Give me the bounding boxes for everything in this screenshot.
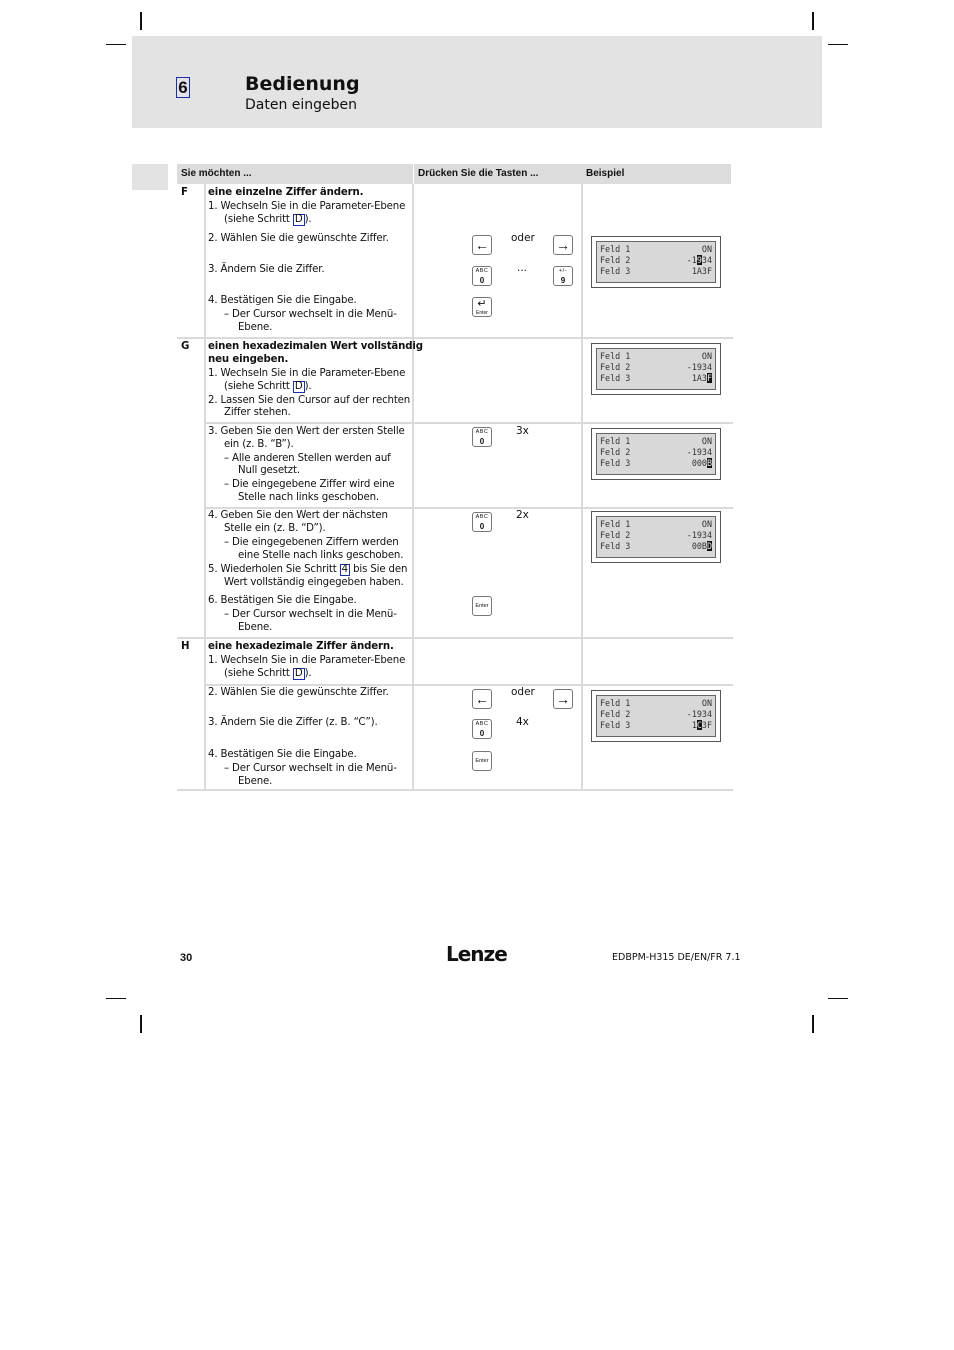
- step-text: 6. Bestätigen Sie die Eingabe.: [208, 595, 357, 606]
- crop-mark: [812, 1015, 814, 1033]
- oder-label: oder: [511, 232, 535, 244]
- repeat-count: 3x: [516, 425, 529, 437]
- document-code: EDBPM-H315 DE/EN/FR 7.1: [612, 952, 741, 963]
- crop-mark: [828, 998, 848, 999]
- lcd-cursor: 9: [696, 255, 702, 265]
- step-reference-link[interactable]: D: [294, 214, 303, 225]
- step-text: 3. Ändern Sie die Ziffer.: [208, 264, 325, 275]
- crop-mark: [140, 1015, 142, 1033]
- crop-mark: [140, 12, 142, 30]
- crop-mark: [106, 44, 126, 45]
- step-text: Wert vollständig eingegeben haben.: [224, 577, 404, 588]
- step-text: Ebene.: [238, 622, 273, 633]
- step-text: – Der Cursor wechselt in die Menü-: [224, 609, 397, 620]
- left-arrow-key: ←: [472, 235, 492, 255]
- step-text: – Alle anderen Stellen werden auf: [224, 453, 391, 464]
- lcd-display: Feld 1 ON Feld 2 -1934 Feld 3 00BD: [591, 511, 721, 563]
- chapter-header: [132, 36, 822, 128]
- step-reference-link[interactable]: 4: [341, 564, 348, 575]
- step-text: 1. Wechseln Sie in die Parameter-Ebene: [208, 201, 406, 212]
- lcd-display: Feld 1 ON Feld 2 -1934 Feld 3 1A3F: [591, 236, 721, 288]
- table-divider: [205, 422, 733, 424]
- right-arrow-key: →: [553, 689, 573, 709]
- repeat-count: 2x: [516, 509, 529, 521]
- step-text: – Der Cursor wechselt in die Menü-: [224, 763, 397, 774]
- step-text: 1. Wechseln Sie in die Parameter-Ebene: [208, 655, 406, 666]
- section-title: eine hexadezimale Ziffer ändern.: [208, 641, 394, 652]
- step-text: – Die eingegebenen Ziffern werden: [224, 537, 399, 548]
- table-header-col1: Sie möchten ...: [177, 164, 413, 184]
- lcd-cursor: B: [706, 458, 712, 468]
- lcd-display: Feld 1 ON Feld 2 -1934 Feld 3 1C3F: [591, 690, 721, 742]
- step-text: (siehe Schritt D ).: [224, 214, 312, 225]
- chapter-number[interactable]: 6: [176, 77, 190, 98]
- step-text: Ebene.: [238, 322, 273, 333]
- page-number: 30: [180, 952, 193, 964]
- step-text: 2. Wählen Sie die gewünschte Ziffer.: [208, 233, 389, 244]
- step-text: Stelle nach links geschoben.: [238, 492, 380, 503]
- abc-zero-key: ABC 0: [472, 266, 492, 286]
- step-text: Ziffer stehen.: [224, 407, 291, 418]
- abc-zero-key: ABC 0: [472, 719, 492, 739]
- crop-mark: [828, 44, 848, 45]
- lcd-cursor: F: [706, 373, 712, 383]
- section-letter: G: [181, 341, 190, 352]
- step-text: 5. Wiederholen Sie Schritt 4 bis Sie den: [208, 564, 408, 575]
- left-arrow-key: ←: [472, 689, 492, 709]
- enter-key: Enter: [472, 596, 492, 616]
- ellipsis-label: ...: [517, 262, 528, 274]
- step-reference-link[interactable]: D: [294, 668, 303, 679]
- lcd-display: Feld 1 ON Feld 2 -1934 Feld 3 000B: [591, 428, 721, 480]
- oder-label: oder: [511, 686, 535, 698]
- abc-zero-key: ABC 0: [472, 427, 492, 447]
- step-text: – Der Cursor wechselt in die Menü-: [224, 309, 397, 320]
- table-header-col3: Beispiel: [582, 164, 731, 184]
- step-text: 3. Ändern Sie die Ziffer (z. B. “C”).: [208, 717, 378, 728]
- table-divider: [177, 789, 733, 791]
- section-title: einen hexadezimalen Wert vollständig: [208, 341, 423, 352]
- repeat-count: 4x: [516, 716, 529, 728]
- step-text: Stelle ein (z. B. “D”).: [224, 523, 326, 534]
- step-text: ein (z. B. “B”).: [224, 439, 294, 450]
- step-text: 2. Wählen Sie die gewünschte Ziffer.: [208, 687, 389, 698]
- table-divider: [204, 184, 206, 790]
- chapter-title: Bedienung: [245, 73, 360, 95]
- step-text: eine Stelle nach links geschoben.: [238, 550, 404, 561]
- right-arrow-key: →: [553, 235, 573, 255]
- abc-zero-key: ABC 0: [472, 512, 492, 532]
- section-title: eine einzelne Ziffer ändern.: [208, 187, 364, 198]
- chapter-subtitle: Daten eingeben: [245, 97, 358, 113]
- lenze-logo: Lenze: [446, 942, 507, 966]
- plusminus-nine-key: +/- 9: [553, 266, 573, 286]
- step-text: 4. Bestätigen Sie die Eingabe.: [208, 295, 357, 306]
- section-letter: H: [181, 641, 190, 652]
- step-text: 3. Geben Sie den Wert der ersten Stelle: [208, 426, 405, 437]
- table-divider: [412, 184, 414, 790]
- enter-key: ↵ Enter: [472, 297, 492, 317]
- table-divider: [177, 637, 733, 639]
- crop-mark: [812, 12, 814, 30]
- lcd-display: Feld 1 ON Feld 2 -1934 Feld 3 1A3F: [591, 343, 721, 395]
- lcd-cursor: C: [696, 720, 702, 730]
- step-text: Ebene.: [238, 776, 273, 787]
- step-text: 1. Wechseln Sie in die Parameter-Ebene: [208, 368, 406, 379]
- table-divider: [177, 337, 733, 339]
- section-letter: F: [181, 187, 188, 198]
- table-divider: [581, 184, 583, 790]
- step-text: (siehe Schritt D ).: [224, 381, 312, 392]
- step-text: Null gesetzt.: [238, 465, 300, 476]
- step-text: – Die eingegebene Ziffer wird eine: [224, 479, 395, 490]
- step-text: (siehe Schritt D ).: [224, 668, 312, 679]
- step-reference-link[interactable]: D: [294, 381, 303, 392]
- step-text: 4. Geben Sie den Wert der nächsten: [208, 510, 388, 521]
- step-text: 2. Lassen Sie den Cursor auf der rechten: [208, 395, 411, 406]
- crop-mark: [106, 998, 126, 999]
- side-marker: [132, 164, 168, 190]
- step-text: 4. Bestätigen Sie die Eingabe.: [208, 749, 357, 760]
- lcd-cursor: D: [706, 541, 712, 551]
- table-header-col2: Drücken Sie die Tasten ...: [414, 164, 582, 184]
- section-title: neu eingeben.: [208, 354, 289, 365]
- enter-key: Enter: [472, 751, 492, 771]
